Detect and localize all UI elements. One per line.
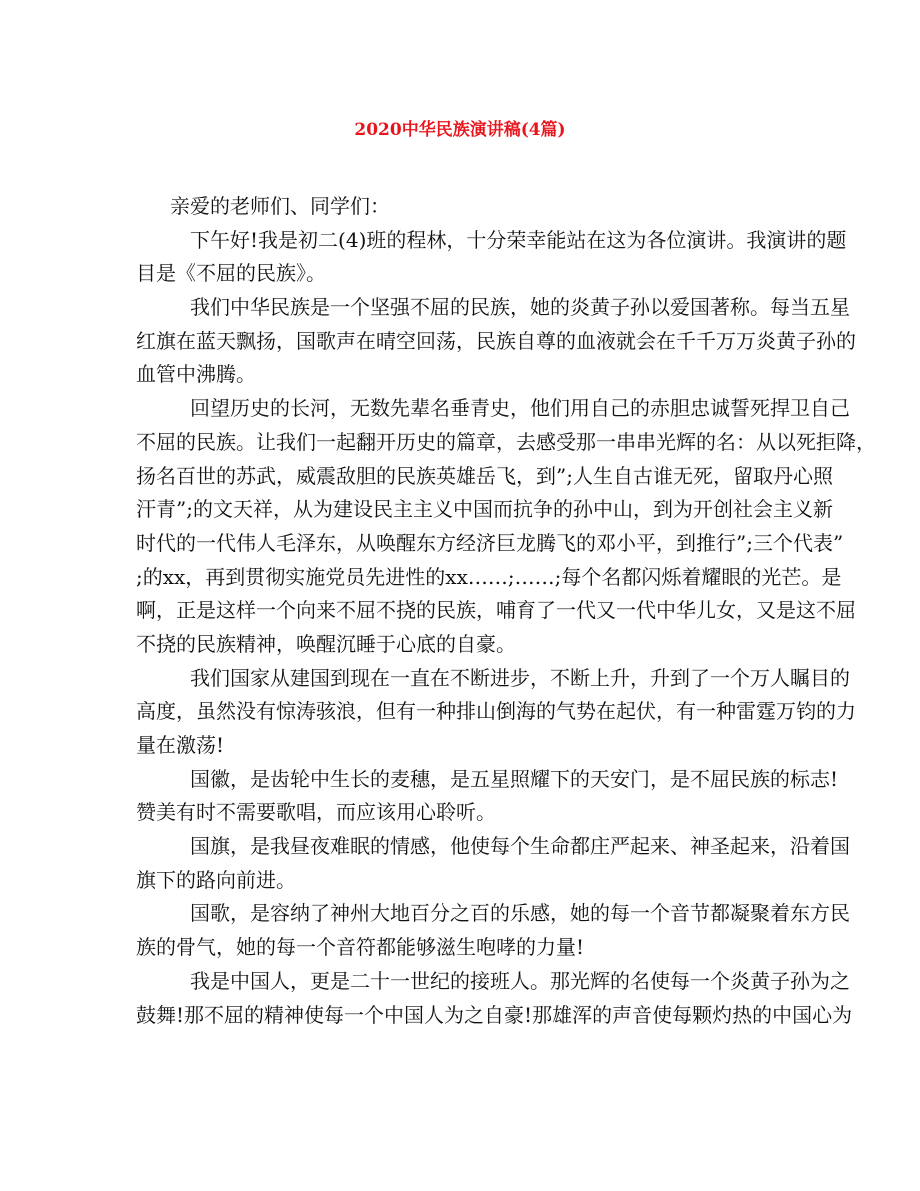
text-line: 族的骨气，她的每一个音符都能够滋生咆哮的力量!: [136, 935, 585, 960]
text-line: 回望历史的长河，无数先辈名垂青史，他们用自己的赤胆忠诚誓死捍卫自己: [190, 396, 850, 421]
document-title: 2020中华民族演讲稿(4篇): [354, 120, 566, 140]
text-line: 时代的一代伟人毛泽东，从唤醒东方经济巨龙腾飞的邓小平，到推行”;三个代表”: [136, 530, 844, 555]
salutation: 亲爱的老师们、同学们：: [170, 194, 390, 218]
text-line: 不屈的民族。让我们一起翻开历史的篇章，去感受那一串串光辉的名：从以死拒降，: [136, 429, 876, 454]
text-line: 不挠的民族精神，唤醒沉睡于心底的自豪。: [136, 631, 516, 656]
text-line: 汗青”;的文天祥，从为建设民主主义中国而抗争的孙中山，到为开创社会主义新: [136, 497, 833, 522]
text-line: 啊，正是这样一个向来不屈不挠的民族，哺育了一代又一代中华儿女，又是这不屈: [136, 598, 856, 623]
text-line: 国歌，是容纳了神州大地百分之百的乐感，她的每一个音节都凝聚着东方民: [190, 901, 850, 926]
text-line: 鼓舞!那不屈的精神使每一个中国人为之自豪!那雄浑的声音使每颗灼热的中国心为: [136, 1002, 853, 1027]
text-line: 国徽，是齿轮中生长的麦穗，是五星照耀下的天安门，是不屈民族的标志!: [190, 766, 839, 791]
text-line: 红旗在蓝天飘扬，国歌声在晴空回荡，民族自尊的血液就会在千千万万炎黄子孙的: [136, 328, 856, 353]
text-line: 我们国家从建国到现在一直在不断进步，不断上升，升到了一个万人瞩目的: [190, 665, 850, 690]
text-line: 量在激荡!: [136, 733, 225, 757]
text-line: 国旗，是我昼夜难眠的情感，他使每个生命都庄严起来、神圣起来，沿着国: [190, 834, 850, 859]
text-line: 旗下的路向前进。: [136, 867, 296, 892]
text-line: 血管中沸腾。: [136, 362, 256, 387]
text-line: 我是中国人，更是二十一世纪的接班人。那光辉的名使每一个炎黄子孙为之: [190, 968, 850, 993]
document-body: [136, 190, 876, 1032]
text-line: ;的xx，再到贯彻实施党员先进性的xx……;……;每个名都闪烁着耀眼的光芒。是: [136, 564, 842, 589]
text-line: 我们中华民族是一个坚强不屈的民族，她的炎黄子孙以爱国著称。每当五星: [190, 295, 850, 320]
text-line: 赞美有时不需要歌唱，而应该用心聆听。: [136, 800, 496, 825]
text-line: 扬名百世的苏武，威震敌胆的民族英雄岳飞，到”;人生自古谁无死，留取丹心照: [136, 463, 833, 488]
text-line: 高度，虽然没有惊涛骇浪，但有一种排山倒海的气势在起伏，有一种雷霆万钧的力: [136, 699, 856, 724]
text-line: 下午好!我是初二(4)班的程林，十分荣幸能站在这为各位演讲。我演讲的题: [190, 227, 847, 252]
text-line: 目是《不屈的民族》。: [136, 261, 326, 286]
